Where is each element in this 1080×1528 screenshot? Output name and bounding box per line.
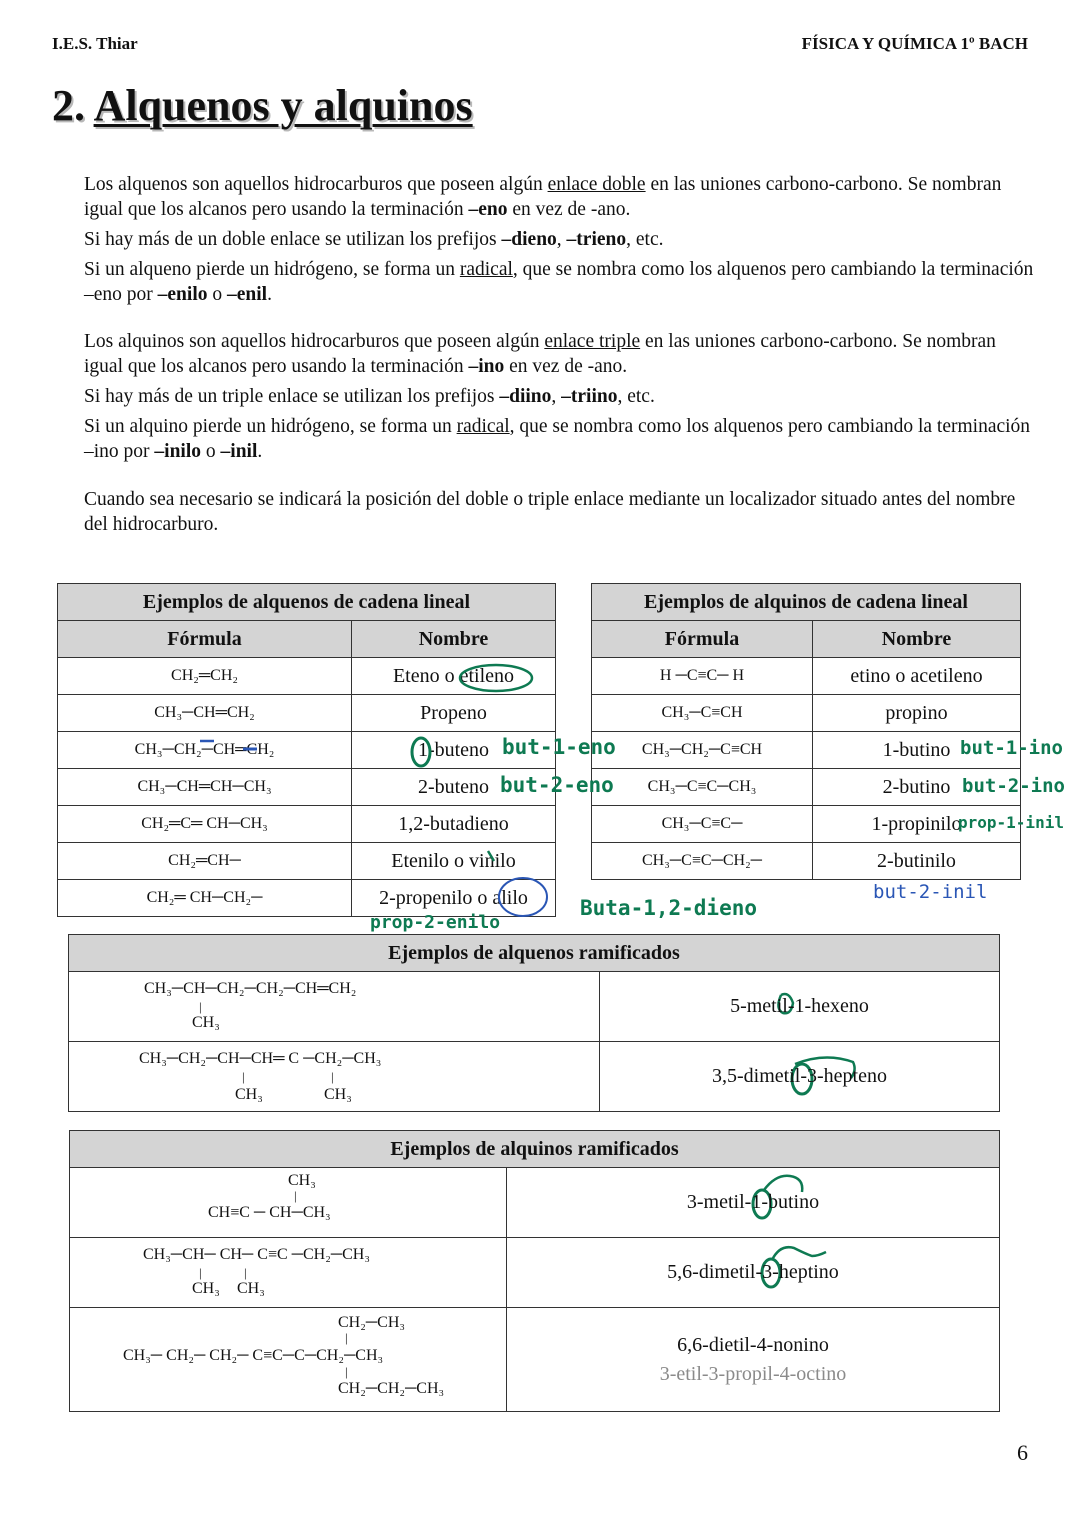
formula-cell: CH₂═CH─ (58, 843, 352, 880)
name-cell: 1-butino (813, 732, 1021, 769)
branch: CH₃ (192, 1013, 220, 1031)
formula-cell: CH₃─C≡CH (592, 695, 813, 732)
bond-line: | (294, 1187, 297, 1203)
compound-alt-name: 3-etil-3-propil-4-octino (659, 1362, 847, 1385)
name-cell: 1-buteno (352, 732, 556, 769)
name-cell: 2-butino (813, 769, 1021, 806)
compound-name: 3-metil-1-butino (507, 1168, 1000, 1238)
handwritten-but-1-ino: but-1-ino (960, 737, 1063, 759)
table-row (70, 1238, 1000, 1308)
formula-cell: CH₃─CH═CH─CH₃ (58, 769, 352, 806)
school-name: I.E.S. Thiar (52, 34, 138, 53)
branch-1: CH₃ (192, 1279, 220, 1297)
formula-cell: H ─C≡C─ H (592, 658, 813, 695)
formula-cell: CH₃─C≡C─CH₂─ (592, 843, 813, 880)
compound-name: 6,6-dietil-4-nonino (677, 1333, 829, 1356)
branch-2: CH₃ (324, 1085, 352, 1103)
bond-line: | (199, 998, 202, 1014)
structure (144, 974, 444, 1034)
formula-cell: CH₂═ CH─CH₂─ (58, 880, 352, 917)
structure (123, 1310, 453, 1404)
name-cell: Eteno o etileno (352, 658, 556, 695)
compound-name: 3,5-dimetil-3-hepteno (600, 1042, 1000, 1112)
name-cell: 2-butinilo (813, 843, 1021, 880)
main-chain: CH₃─CH─CH₂─CH₂─CH═CH₂ (144, 979, 357, 997)
name-cell: Propeno (352, 695, 556, 732)
formula-cell: CH₃─CH₂─C≡CH (592, 732, 813, 769)
name-cell: etino o acetileno (813, 658, 1021, 695)
compound-name: 5,6-dimetil-3-heptino (507, 1238, 1000, 1308)
structure (143, 1240, 433, 1300)
formula-cell: CH₂═C═ CH─CH₃ (58, 806, 352, 843)
main-chain: CH₃─ CH₂─ CH₂─ C≡C─C─CH₂─CH₃ (123, 1346, 384, 1364)
structure (208, 1170, 368, 1230)
handwritten-but-2-eno: but-2-eno (500, 773, 614, 797)
col-name: Nombre (813, 621, 1021, 658)
main-chain: CH₃─CH─ CH─ C≡C ─CH₂─CH₃ (143, 1245, 370, 1263)
bond-line: | (345, 1363, 348, 1379)
name-cell: 2-buteno (352, 769, 556, 806)
main-chain: CH≡C ─ CH─CH₃ (208, 1203, 331, 1221)
name-cell: Etenilo o vinilo (352, 843, 556, 880)
col-formula: Fórmula (592, 621, 813, 658)
alkynes-sentence-1: Los alquinos son aquellos hidrocarburos que poseen algún enlace triple en las uniones carbono-carbono. Se nombran igual que los alcanos pero usando la terminación –ino en vez de -ano. (84, 331, 996, 377)
formula-cell: CH₂═CH₂ (58, 658, 352, 695)
table-row (70, 1308, 1000, 1412)
title-number: 2. (52, 81, 85, 130)
alkenes-branched-title: Ejemplos de alquenos ramificados (69, 935, 1000, 972)
structure (139, 1044, 469, 1104)
circle-etileno (460, 665, 532, 691)
alkenes-sentence-1: Los alquenos son aquellos hidrocarburos que poseen algún enlace doble en las uniones carbono-carbono. Se nombran igual que los alcanos pero usando la terminación –eno en vez de -ano. (84, 174, 1002, 220)
compound-name: 5-metil-1-hexeno (600, 972, 1000, 1042)
branch-1: CH₃ (235, 1085, 263, 1103)
name-cell: 2-propenilo o alilo (352, 880, 556, 917)
alkenes-sentence-2: Si hay más de un doble enlace se utilizan los prefijos –dieno, –trieno, etc. (84, 229, 664, 250)
name-cell: 1,2-butadieno (352, 806, 556, 843)
bond-line: | (242, 1068, 245, 1084)
mark-vinilo (488, 851, 494, 861)
alkynes-sentence-2: Si hay más de un triple enlace se utilizan los prefijos –diino, –triino, etc. (84, 386, 655, 407)
formula-cell: CH₃─C≡C─CH₃ (592, 769, 813, 806)
col-name: Nombre (352, 621, 556, 658)
circle-1-buteno (412, 738, 430, 766)
handwritten-buta-1-2-dieno: Buta-1,2-dieno (580, 896, 758, 920)
table-row (69, 1042, 1000, 1112)
main-chain: CH₃─CH₂─CH─CH═ C ─CH₂─CH₃ (139, 1049, 382, 1067)
alkenes-sentence-3: Si un alqueno pierde un hidrógeno, se forma un radical, que se nombra como los alquenos pero cambiando la terminación –eno por –enilo o –enil. (84, 259, 1034, 305)
bond-line: | (331, 1068, 334, 1084)
formula-cell: CH₃─CH₂─CH═CH₂ (58, 732, 352, 769)
subject-name: FÍSICA Y QUÍMICA 1º BACH (801, 34, 1028, 53)
branch-top: CH₂─CH₃ (338, 1313, 405, 1331)
name-cell: 1-propinilo (813, 806, 1021, 843)
formula-cell: CH₃─CH═CH₂ (58, 695, 352, 732)
alkynes-linear-title: Ejemplos de alquinos de cadena lineal (592, 584, 1021, 621)
alkynes-branched-table (69, 1130, 1000, 1412)
locator-paragraph: Cuando sea necesario se indicará la posición del doble o triple enlace mediante un localizador situado antes del nombre del hidrocarburo. (84, 489, 1016, 535)
alkenes-branched-table (68, 934, 1000, 1112)
page-number: 6 (1017, 1440, 1028, 1465)
handwritten-prop-2-enilo: prop-2-enilo (370, 912, 501, 933)
handwritten-prop-1-inil: prop-1-inil (958, 813, 1064, 832)
table-row (69, 972, 1000, 1042)
table-row (70, 1168, 1000, 1238)
circle-alilo (499, 878, 547, 916)
handwritten-but-2-inil: but-2-inil (873, 881, 988, 903)
handwritten-but-2-ino: but-2-ino (962, 775, 1065, 797)
handwritten-but-1-eno: but-1-eno (502, 735, 616, 759)
branch-bottom: CH₂─CH₂─CH₃ (338, 1379, 445, 1397)
alkynes-branched-title: Ejemplos de alquinos ramificados (70, 1131, 1000, 1168)
branch-2: CH₃ (237, 1279, 265, 1297)
branch-top: CH₃ (288, 1171, 316, 1189)
bond-line: | (199, 1264, 202, 1280)
bond-line: | (345, 1329, 348, 1345)
alkynes-sentence-3: Si un alquino pierde un hidrógeno, se forma un radical, que se nombra como los alquenos pero cambiando la terminación –ino por –inilo o –inil. (84, 416, 1031, 462)
formula-cell: CH₃─C≡C─ (592, 806, 813, 843)
name-cell: propino (813, 695, 1021, 732)
title-text: Alquenos y alquinos (93, 81, 473, 130)
col-formula: Fórmula (58, 621, 352, 658)
bond-line: | (244, 1264, 247, 1280)
alkenes-linear-title: Ejemplos de alquenos de cadena lineal (58, 584, 556, 621)
